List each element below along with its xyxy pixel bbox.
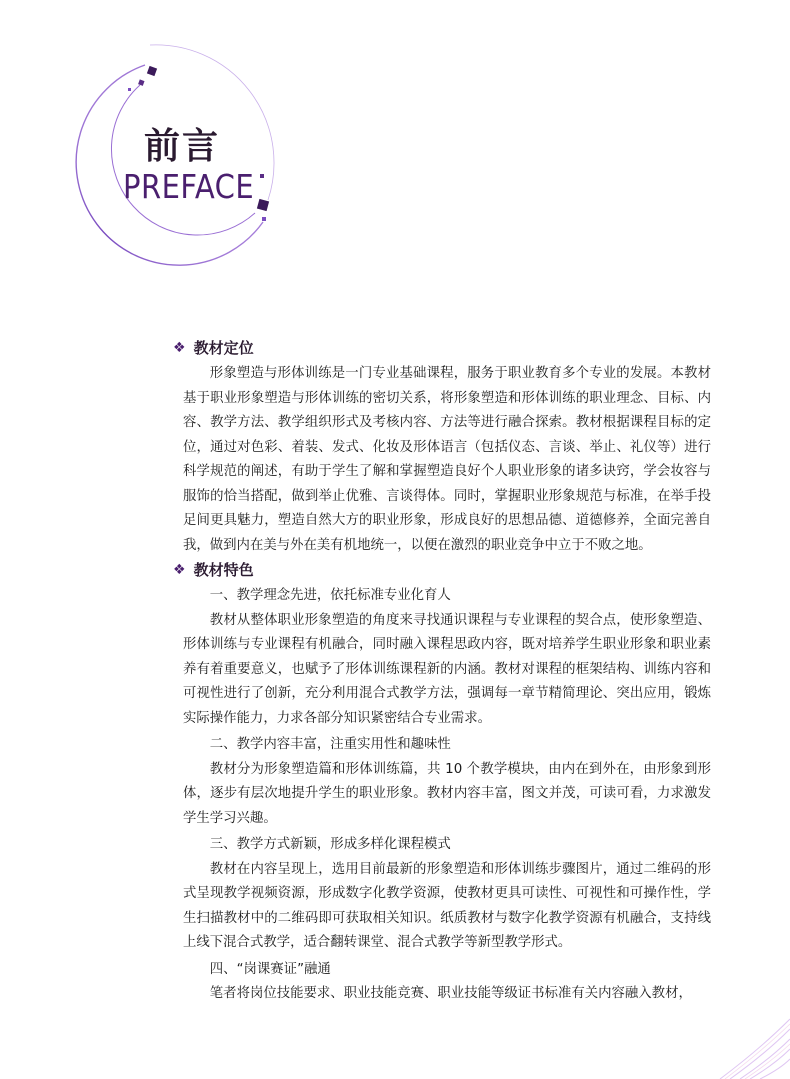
section-heading-positioning xyxy=(173,336,711,360)
section-heading-features xyxy=(173,558,711,582)
feature-subheading: 二、教学内容丰富，注重实用性和趣味性 xyxy=(209,737,451,752)
feature-subheading: 四、“岗课赛证”融通 xyxy=(209,961,331,977)
feature-subheading: 三、教学方式新颖，形成多样化课程模式 xyxy=(209,837,451,852)
paragraph: 教材分为形象塑造篇和形体训练篇，共 10 个教学模块，由内在到外在，由形象到形体，逐步有层次地提升学生的职业形象。教材内容丰富，图文并茂，可读可看，力求激发学生学习兴趣。 xyxy=(183,761,711,826)
page-title-english: PREFACE xyxy=(123,167,255,206)
page-title-chinese: 前言 xyxy=(144,126,221,167)
section-heading-label: 教材特色 xyxy=(193,560,254,579)
feature-subheading: 一、教学理念先进，依托标准专业化育人 xyxy=(209,588,451,603)
diamond-cluster-icon: ❖ xyxy=(173,339,186,356)
corner-decoration xyxy=(700,999,790,1079)
diamond-cluster-icon: ❖ xyxy=(173,561,186,578)
paragraph: 形象塑造与形体训练是一门专业基础课程，服务于职业教育多个专业的发展。本教材基于职业形象塑造与形体训练的密切关系，将形象塑造和形体训练的职业理念、目标、内容、教学方法、教学组织形式及考核内容、方法等进行融合探索。教材根据课程目标的定位，通过对色彩、着装、发式、化妆及形体语言（包括仪态、言谈、举止、礼仪等）进行科学规范的阐述，有助于学生了解和掌握塑造良好个人职业形象的诸多诀窍，学会妆容与服饰的恰当搭配，做到举止优雅、言谈得体。同时，掌握职业形象规范与标准，在举手投足间更具魅力，塑造自然大方的职业形象，形成良好的思想品德、道德修养，全面完善自我，做到内在美与外在美有机地统一，以便在激烈的职业竞争中立于不败之地。 xyxy=(183,366,711,553)
paragraph: 教材从整体职业形象塑造的角度来寻找通识课程与专业课程的契合点，使形象塑造、形体训练与专业课程有机融合，同时融入课程思政内容，既对培养学生职业形象和职业素养有着重要意义，也赋予了形体训练课程新的内涵。教材对课程的框架结构、训练内容和可视性进行了创新，充分利用混合式教学方法，强调每一章节精简理论、突出应用，锻炼实际操作能力，力求各部分知识紧密结合专业需求。 xyxy=(183,612,711,726)
paragraph: 笔者将岗位技能要求、职业技能竞赛、职业技能等级证书标准有关内容融入教材， xyxy=(209,986,692,1001)
paragraph: 教材在内容呈现上，选用目前最新的形象塑造和形体训练步骤图片，通过二维码的形式呈现教学视频资源，形成数字化教学资源，使教材更具可读性、可视性和可操作性，学生扫描教材中的二维码即可获取相关知识。纸质教材与数字化教学资源有机融合，支持线上线下混合式教学，适合翻转课堂、混合式教学等新型教学形式。 xyxy=(183,861,711,950)
section-heading-label: 教材定位 xyxy=(193,338,254,357)
preface-body xyxy=(173,336,711,1007)
